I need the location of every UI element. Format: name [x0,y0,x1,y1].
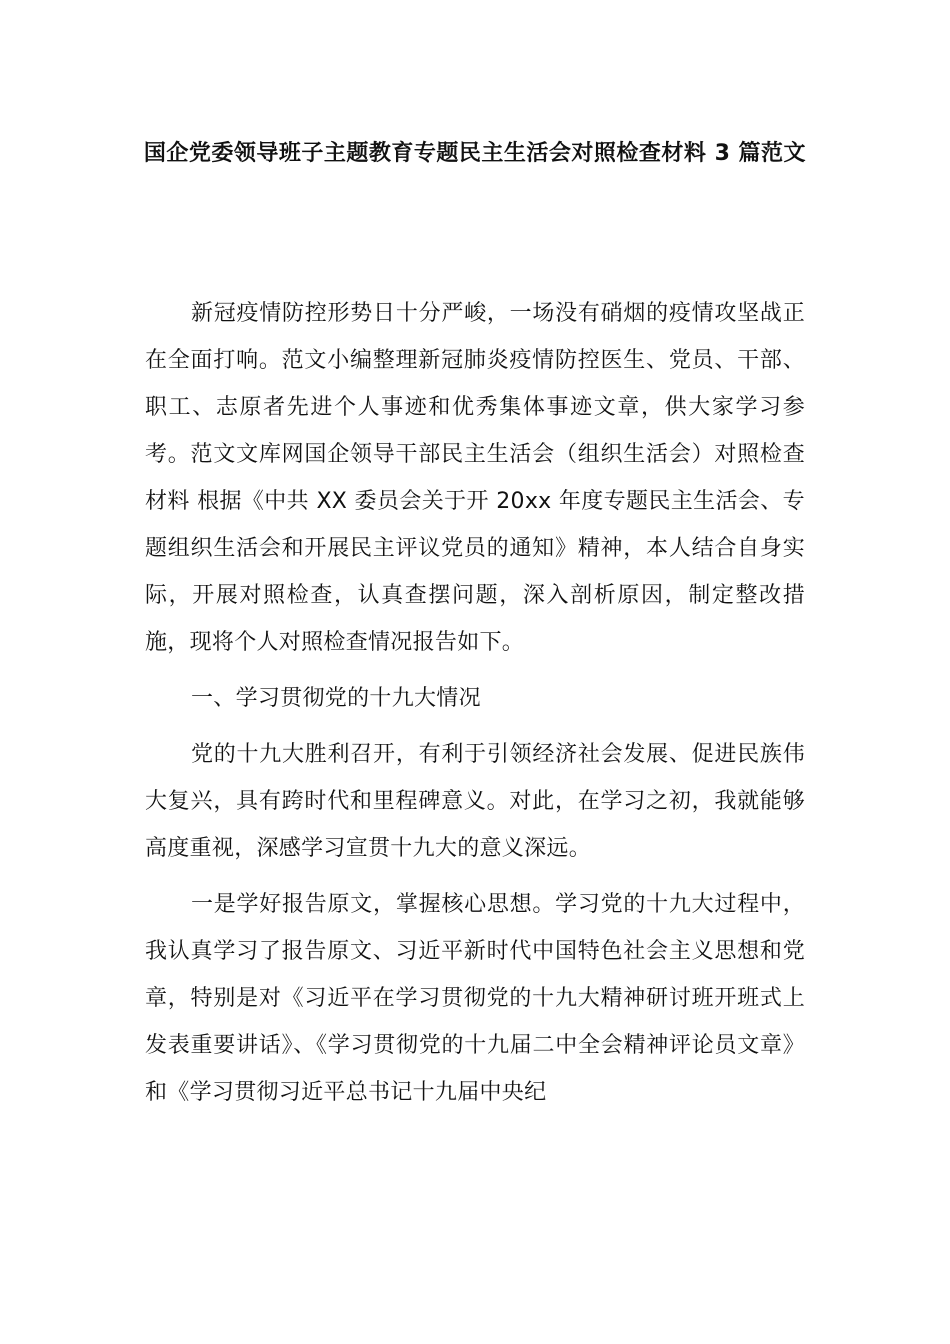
document-body [145,290,805,1116]
section-heading-1: 一、学习贯彻党的十九大情况 [191,686,481,711]
paragraph-intro: 新冠疫情防控形势日十分严峻，一场没有硝烟的疫情攻坚战正在全面打响。范文小编整理新冠肺炎疫情防控医生、党员、干部、职工、志原者先进个人事迹和优秀集体事迹文章，供大家学习参考。范文文库网国企领导干部民主生活会（组织生活会）对照检查材料 根据《中共 XX 委员会关于开 20xx 年度专题民主生活会、专题组织生活会和开展民主评议党员的通知》精神，本人结合自身实际，开展对照检查，认真查摆问题，深入剖析原因，制定整改措施，现将个人对照检查情况报告如下。 [145,301,805,655]
paragraph-study-report: 一是学好报告原文，掌握核心思想。学习党的十九大过程中，我认真学习了报告原文、习近平新时代中国特色社会主义思想和党章，特别是对《习近平在学习贯彻党的十九大精神研讨班开班式上发表重要讲话》、《学习贯彻党的十九届二中全会精神评论员文章》和《学习贯彻习近平总书记十九届中央纪 [145,892,805,1105]
document-title: 国企党委领导班子主题教育专题民主生活会对照检查材料 3 篇范文 [143,141,807,166]
paragraph-significance: 党的十九大胜利召开，有利于引领经济社会发展、促进民族伟大复兴，具有跨时代和里程碑意义。对此，在学习之初，我就能够高度重视，深感学习宣贯十九大的意义深远。 [145,742,805,861]
